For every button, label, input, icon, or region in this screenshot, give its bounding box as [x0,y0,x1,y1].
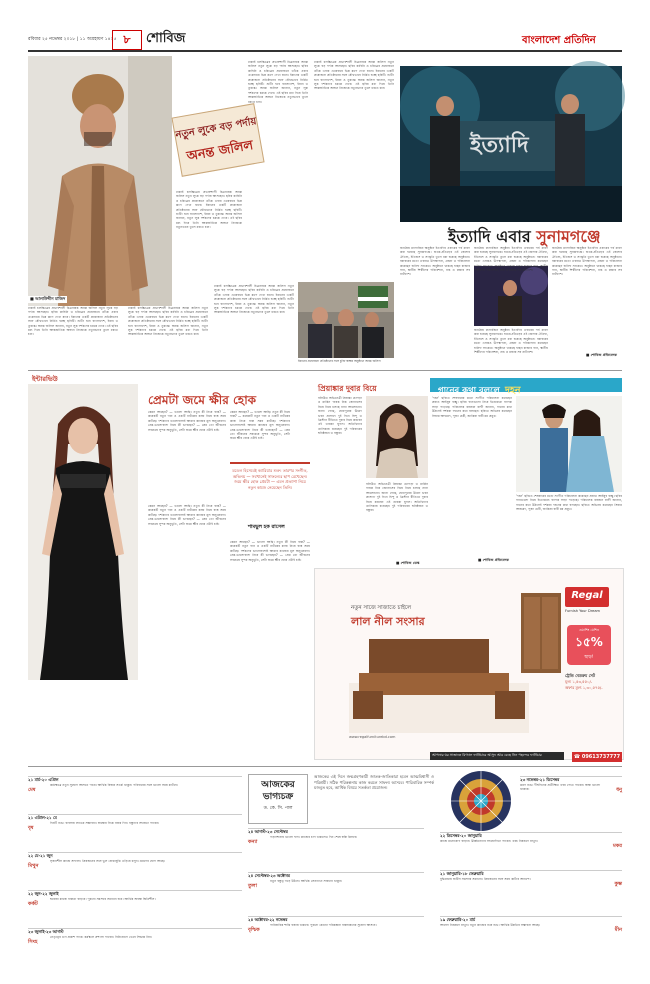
sign-name: মেষ [28,787,36,793]
interview-headline: প্রেমটা জমে ক্ষীর হোক [148,393,257,407]
couple-illustration [516,396,622,492]
ananta-body-col1: ঢাকাই চলচ্চিত্রের প্রভাবশালী চিত্রনায়ক অনন্ত জলিল নতুন লুকে বড় পর্দায় আসছেন। ছবির কাহিনি ও চরিত্রের প্রয়োজনে তাঁকে এবার একেবারে ভিন্ন রূপে দেখা যাবে। ইরানের একটি প্রযোজনা প্রতিষ্ঠানের সঙ্গে যৌথভাবে নির্মিত হচ্ছে ছবিটি। শুটিং হবে বাংলাদেশ, ইরান ও তুরস্কে। অনন্ত জলিল জানান, নতুন লুক দর্শকদের চমকে দেবে। এই ছবির মধ্য দিয়ে তিনি আন্তর্জাতিক অঙ্গনে নিজেকে নতুনভাবে তুলে ধরতে চান। [28,306,118,337]
sign-date: ২১ মার্চ-২০ এপ্রিল [28,777,59,782]
regal-hotline [572,752,622,762]
dohon-body-col2: ‘দহন’ ছবিতে শেষবারের মতো সংগীত পরিচালনা করেছেন প্রয়াত আইয়ুব বাচ্চু। ছবির গানগুলো নিয়ে ইতোমধ্যে ব্যাপক সাড়া পড়েছে। পরিচালক রায়হান রাফী জানান, গানের কথা উঠলেই দর্শকরা দহনের কথা বলছেন। ছবিতে অভিনয় করেছেন সিয়াম আহমেদ, পূজা চেরী, জাকিয়া বারী মম প্রমুখ। [516,494,622,512]
regal-discount-suffix: ছাড়! [584,655,594,660]
sign-text: নেতৃত্বের গুণ প্রকাশ পাবে। কর্মস্থলে প্রশংসা পাবেন। বিনিয়োগে ভেবে সিদ্ধান্ত নিন। [50,935,153,939]
priyanka-headline: প্রিয়াঙ্কার দুবার বিয়ে [318,384,377,393]
sign-text: সৃজনশীল কাজে সাফল্য। প্রিয়জনের সঙ্গে ভুল বোঝাবুঝি এড়িয়ে চলুন। ভ্রমণের যোগ আছে। [50,859,166,863]
header-date: রবিবার ২৫ নভেম্বর ২০১৮ | ১১ অগ্রহায়ণ ১৪২৫ [28,37,117,42]
sign-name: কুম্ভ [614,881,622,887]
sign-block-taurus [28,814,242,851]
ananta-figure-illustration [28,56,172,306]
regal-ad [314,568,624,760]
sign-text: দিনটি শুভ। ব্যবসায় লাভের সম্ভাবনা। স্বাস্থ্যের দিকে নজর দিন। বন্ধুদের সহায়তা পাবেন। [50,821,160,825]
interview-tag: ইন্টারভিউ [32,375,58,383]
regal-brand: Regal [571,590,603,601]
priyanka-illustration [366,396,428,478]
sign-date: ২১ জানুয়ারি-১৮ ফেব্রুয়ারি [440,871,484,876]
interview-body-col2: কেমন আছেন? — ভালো আছি। নতুন কী নিয়ে ব্যস্ত? — কয়েকটি নতুন গান ও একটি নাটকের কাজ নিয়ে ব্যস্ত সময় কাটছে। দর্শকদের ভালোবাসাই আমার কাজের মূল অনুপ্রেরণা। প্রেম-ভালোবাসা নিয়ে কী ভাবছেন? — প্রেম তো জীবনের সবচেয়ে সুন্দর অনুভূতি, সেটা জমে ক্ষীর হোক এটাই চাই। [230,410,290,441]
sign-text: বুদ্ধিমত্তায় জটিল সমস্যার সমাধান। প্রিয়জনের সঙ্গে সময় কাটবে আনন্দে। [440,877,531,881]
sign-text: আবেগ নিয়ন্ত্রণে রাখুন। নতুন কাজের শুরু শুভ। আর্থিক উন্নতির সম্ভাবনা আছে। [440,923,541,927]
horoscope-author: ড. কে. সি. পাল [263,806,293,811]
regal-logo-box [565,587,609,607]
sign-date: ২৩ জুলাই-২৩ আগস্ট [28,929,64,934]
regal-banner-line2: লাল নীল সংসার [351,615,425,628]
sign-block-cancer [28,890,242,927]
sign-block-aquarius [440,870,622,915]
ananta-headline-line2: অনন্ত জলিল [185,138,255,165]
sign-date: ২২ ডিসেম্বর-২০ জানুয়ারি [440,833,482,838]
regal-website[interactable]: www.regalfurniturebd.com [349,735,396,739]
interview-body-col3: কেমন আছেন? — ভালো আছি। নতুন কী নিয়ে ব্যস্ত? — কয়েকটি নতুন গান ও একটি নাটকের কাজ নিয়ে ব্যস্ত সময় কাটছে। দর্শকদের ভালোবাসাই আমার কাজের মূল অনুপ্রেরণা। প্রেম-ভালোবাসা নিয়ে কী ভাবছেন? — প্রেম তো জীবনের সবচেয়ে সুন্দর অনুভূতি, সেটা জমে ক্ষীর হোক এটাই চাই। [148,504,226,526]
sign-text: কাজে মনোযোগ বাড়ান। ঊর্ধ্বতনদের সহযোগিতা পাবেন। খরচ নিয়ন্ত্রণে রাখুন। [440,839,538,843]
sign-block-aries [28,776,242,813]
ananta-headline-line1: নতুন লুকে বড় পর্দায় [174,116,258,142]
ityadi-body-col1: জনপ্রিয় ম্যাগাজিন অনুষ্ঠান ইত্যাদির এবারের পর্ব ধারণ করা হয়েছে সুনামগঞ্জে। হাওর-বাঁওড়ের এই জেলার ঐতিহ্য, ইতিহাস ও সংস্কৃতি তুলে ধরা হয়েছে অনুষ্ঠানে। বরাবরের মতো এবারও উপস্থাপনা, গ্রন্থনা ও পরিচালনা করেছেন হানিফ সংকেত। অনুষ্ঠানে থাকছে হাছন রাজার গান, স্থানীয় শিল্পীদের পরিবেশনা, নাচ ও মজার সব নাট্যাংশ। [400,246,470,277]
zodiac-wheel-icon [450,770,512,832]
sign-name: মীন [614,927,622,933]
section-title: শোবিজ [146,31,186,46]
sign-date: ২৪ সেপ্টেম্বর-২৩ অক্টোবর [248,873,290,878]
horoscope-top-divider [28,766,622,767]
ityadi-body-col4: জনপ্রিয় ম্যাগাজিন অনুষ্ঠান ইত্যাদির এবারের পর্ব ধারণ করা হয়েছে সুনামগঞ্জে। হাওর-বাঁওড়ের এই জেলার ঐতিহ্য, ইতিহাস ও সংস্কৃতি তুলে ধরা হয়েছে অনুষ্ঠানে। বরাবরের মতো এবারও উপস্থাপনা, গ্রন্থনা ও পরিচালনা করেছেন হানিফ সংকেত। অনুষ্ঠানে থাকছে হাছন রাজার গান, স্থানীয় শিল্পীদের পরিবেশনা, নাচ ও মজার সব নাট্যাংশ। [552,246,622,277]
interview-photo [28,384,138,680]
interview-quote: মডেল হিসেবেই ক্যারিয়ার শুরু। তারপর সংগীত, অভিনয় — সবখানেই সাফল্যের ছাপ রেখেছেন। জমে ক্ষীর হোক প্রেমটা — এমন প্রত্যাশা নিয়ে নতুন কাজে নেমেছেন তিনি। [232,468,308,490]
newspaper-logo: বাংলাদেশ প্রতিদিন [522,35,596,46]
dohon-headline-part1: গানের কথা বললে [438,386,500,396]
horoscope-title-box [248,774,308,824]
ityadi-singer-photo [474,266,548,326]
sign-date: ২৪ আগস্ট-২৩ সেপ্টেম্বর [248,829,288,834]
ityadi-stage-banner: ইত্যাদি [470,133,529,158]
sign-name: কন্যা [248,839,258,845]
sign-name: মকর [612,843,622,849]
sign-name: ধনু [616,787,622,793]
priyanka-body-col1: বলিউড অভিনেত্রী প্রিয়াঙ্কা চোপড়া ও মার্কিন গায়ক নিক জোনাসের বিয়ে নিয়ে চলছে নানা আলোচনা। জানা গেছে, যোধপুরের উমেদ ভবন প্রাসাদে দুই দিনে হিন্দু ও খ্রিস্টান রীতিতে দুবার বিয়ে করবেন এই তারকা যুগল। অতিথিদের তালিকায় রয়েছেন দুই পরিবারের ঘনিষ্ঠজন ও বন্ধুরা। [318,396,362,436]
sign-block-capricorn [440,832,622,867]
sign-text: নতুন বন্ধুত্ব গড়ে উঠবে। আর্থিক লেনদেনে সাবধান থাকুন। [270,879,343,883]
sign-name: সিংহ [28,939,38,945]
bed-illustration [349,633,529,733]
ananta-meeting-photo [298,282,394,358]
dohon-headline-box [430,378,622,396]
sign-date: ২২ জুন-২২ জুলাই [28,891,59,896]
regal-tagline: Furnish Your Dream [565,609,601,613]
sign-name: কর্কট [28,901,38,907]
sign-date: ২৩ নভেম্বর-২১ ডিসেম্বর [520,777,560,782]
interview-reporter: শামছুল হক রাসেল [248,524,285,530]
sign-block-gemini [28,852,242,889]
dohon-body-col1: ‘দহন’ ছবিতে শেষবারের মতো সংগীত পরিচালনা করেছেন প্রয়াত আইয়ুব বাচ্চু। ছবির গানগুলো নিয়ে ইতোমধ্যে ব্যাপক সাড়া পড়েছে। পরিচালক রায়হান রাফী জানান, গানের কথা উঠলেই দর্শকরা দহনের কথা বলছেন। ছবিতে অভিনয় করেছেন সিয়াম আহমেদ, পূজা চেরী, জাকিয়া বারী মম প্রমুখ। [432,396,512,418]
ananta-byline: ■ আলাউদ্দীন মাজিদ [30,296,66,301]
ityadi-body-col3: জনপ্রিয় ম্যাগাজিন অনুষ্ঠান ইত্যাদির এবারের পর্ব ধারণ করা হয়েছে সুনামগঞ্জে। হাওর-বাঁওড়ের এই জেলার ঐতিহ্য, ইতিহাস ও সংস্কৃতি তুলে ধরা হয়েছে অনুষ্ঠানে। বরাবরের মতো এবারও উপস্থাপনা, গ্রন্থনা ও পরিচালনা করেছেন হানিফ সংকেত। অনুষ্ঠানে থাকছে হাছন রাজার গান, স্থানীয় শিল্পীদের পরিবেশনা, নাচ ও মজার সব নাট্যাংশ। [474,328,548,355]
sign-text: কর্মক্ষেত্রে নতুন সুযোগ আসতে পারে। আর্থিক বিষয়ে সতর্ক থাকুন। পরিবারের সঙ্গে ভালো সময় কাটবে। [50,783,178,787]
sign-block-pisces [440,916,622,965]
ityadi-byline: ■ শোবিজ প্রতিবেদক [586,353,618,357]
interview-body-col1: কেমন আছেন? — ভালো আছি। নতুন কী নিয়ে ব্যস্ত? — কয়েকটি নতুন গান ও একটি নাটকের কাজ নিয়ে ব্যস্ত সময় কাটছে। দর্শকদের ভালোবাসাই আমার কাজের মূল অনুপ্রেরণা। প্রেম-ভালোবাসা নিয়ে কী ভাবছেন? — প্রেম তো জীবনের সবচেয়ে সুন্দর অনুভূতি, সেটা জমে ক্ষীর হোক এটাই চাই। [148,410,226,432]
sign-block-sagittarius [520,776,622,811]
sign-name: বৃশ্চিক [248,927,260,933]
ananta-photo-caption: ইরানের প্রযোজনা প্রতিষ্ঠানের সঙ্গে চুক্তি স্বাক্ষর অনুষ্ঠানে অনন্ত জলিল [298,359,381,363]
meeting-illustration [298,282,394,358]
ananta-body-col3: ঢাকাই চলচ্চিত্রের প্রভাবশালী চিত্রনায়ক অনন্ত জলিল নতুন লুকে বড় পর্দায় আসছেন। ছবির কাহিনি ও চরিত্রের প্রয়োজনে তাঁকে এবার একেবারে ভিন্ন রূপে দেখা যাবে। ইরানের একটি প্রযোজনা প্রতিষ্ঠানের সঙ্গে যৌথভাবে নির্মিত হচ্ছে ছবিটি। শুটিং হবে বাংলাদেশ, ইরান ও তুরস্কে। অনন্ত জলিল জানান, নতুন লুক দর্শকদের চমকে দেবে। এই ছবির মধ্য দিয়ে তিনি আন্তর্জাতিক অঙ্গনে নিজেকে নতুনভাবে তুলে ধরতে চান। [314,60,394,91]
model-illustration [28,384,138,680]
regal-price-new: অফার মূল্য ১,৩০,৫৭৫/- [565,685,603,690]
sign-text: পড়াশোনায় ভালো ফল। কাজের চাপ থাকলেও দিন শেষে স্বস্তি মিলবে। [270,835,358,839]
dohon-couple-photo [516,396,622,492]
ananta-body-col5: ঢাকাই চলচ্চিত্রের প্রভাবশালী চিত্রনায়ক অনন্ত জলিল নতুন লুকে বড় পর্দায় আসছেন। ছবির কাহিনি ও চরিত্রের প্রয়োজনে তাঁকে এবার একেবারে ভিন্ন রূপে দেখা যাবে। ইরানের একটি প্রযোজনা প্রতিষ্ঠানের সঙ্গে যৌথভাবে নির্মিত হচ্ছে ছবিটি। শুটিং হবে বাংলাদেশ, ইরান ও তুরস্কে। অনন্ত জলিল জানান, নতুন লুক দর্শকদের চমকে দেবে। এই ছবির মধ্য দিয়ে তিনি আন্তর্জাতিক অঙ্গনে নিজেকে নতুনভাবে তুলে ধরতে চান। [214,284,294,315]
sign-block-libra [248,872,424,915]
sign-name: বৃষ [28,825,34,831]
sign-text: ভ্রমণ শুভ। দীর্ঘদিনের প্রতীক্ষিত খবর পেতে পারেন। স্বাস্থ্য ভালো থাকবে। [520,783,600,792]
regal-price-old: মূল্য ১,৫৩,৫৫০/- [565,679,593,684]
priyanka-body-col2: বলিউড অভিনেত্রী প্রিয়াঙ্কা চোপড়া ও মার্কিন গায়ক নিক জোনাসের বিয়ে নিয়ে চলছে নানা আলোচনা। জানা গেছে, যোধপুরের উমেদ ভবন প্রাসাদে দুই দিনে হিন্দু ও খ্রিস্টান রীতিতে দুবার বিয়ে করবেন এই তারকা যুগল। অতিথিদের তালিকায় রয়েছেন দুই পরিবারের ঘনিষ্ঠজন ও বন্ধুরা। [366,482,428,513]
regal-discount-label: ওয়াশিং মেশিন [579,628,599,632]
ityadi-headline-part2: সুনামগঞ্জে [536,227,601,246]
page-number-box [112,30,142,50]
sign-text: পারিবারিক শান্তি বজায় থাকবে। পুরনো কোনো পরিকল্পনা বাস্তবায়নের সুযোগ আসবে। [270,923,377,927]
header-divider [28,50,622,52]
mid-divider [28,370,622,371]
sign-block-virgo [248,828,424,871]
dohon-headline-part2: দহন [504,385,521,396]
sign-date: ২৪ অক্টোবর-২২ নভেম্বর [248,917,288,922]
ananta-body-col6: ঢাকাই চলচ্চিত্রের প্রভাবশালী চিত্রনায়ক অনন্ত জলিল নতুন লুকে বড় পর্দায় আসছেন। ছবির কাহিনি ও চরিত্রের প্রয়োজনে তাঁকে এবার একেবারে ভিন্ন রূপে দেখা যাবে। ইরানের একটি প্রযোজনা প্রতিষ্ঠানের সঙ্গে যৌথভাবে নির্মিত হচ্ছে ছবিটি। শুটিং হবে বাংলাদেশ, ইরান ও তুরস্কে। অনন্ত জলিল জানান, নতুন লুক দর্শকদের চমকে দেবে। এই ছবির মধ্য দিয়ে তিনি আন্তর্জাতিক অঙ্গনে নিজেকে নতুনভাবে তুলে ধরতে চান। [128,306,208,337]
horoscope-title: আজকের ভাগ্যচক্র [261,780,295,802]
ananta-body-col2: ঢাকাই চলচ্চিত্রের প্রভাবশালী চিত্রনায়ক অনন্ত জলিল নতুন লুকে বড় পর্দায় আসছেন। ছবির কাহিনি ও চরিত্রের প্রয়োজনে তাঁকে এবার একেবারে ভিন্ন রূপে দেখা যাবে। ইরানের একটি প্রযোজনা প্রতিষ্ঠানের সঙ্গে যৌথভাবে নির্মিত হচ্ছে ছবিটি। শুটিং হবে বাংলাদেশ, ইরান ও তুরস্কে। অনন্ত জলিল জানান, নতুন লুক দর্শকদের চমকে দেবে। এই ছবির মধ্য দিয়ে তিনি আন্তর্জাতিক অঙ্গনে নিজেকে নতুনভাবে তুলে ধরতে চান। [248,60,308,104]
regal-hotline-number[interactable]: 09613737777 [581,754,621,760]
regal-discount: ১৫% [575,635,603,649]
sign-text: ঘরোয়া কাজে ব্যস্ততা বাড়বে। পুরনো সমস্যার সমাধান হবে। আর্থিক অবস্থা স্থিতিশীল। [50,897,156,901]
sign-date: ২১ এপ্রিল-২১ মে [28,815,57,820]
horoscope-intro: আজকের এই দিনে জন্মগ্রহণকারী জাতক-জাতিকারা হবেন আত্মবিশ্বাসী ও পরিশ্রমী। সঠিক পরিকল্পনায় কাজ করলে সাফল্য আসবে। পারিবারিক সম্পর্ক মজবুত হবে, আর্থিক বিষয়ে সতর্কতা প্রয়োজন। [314,774,434,791]
interview-body-col4: কেমন আছেন? — ভালো আছি। নতুন কী নিয়ে ব্যস্ত? — কয়েকটি নতুন গান ও একটি নাটকের কাজ নিয়ে ব্যস্ত সময় কাটছে। দর্শকদের ভালোবাসাই আমার কাজের মূল অনুপ্রেরণা। প্রেম-ভালোবাসা নিয়ে কী ভাবছেন? — প্রেম তো জীবনের সবচেয়ে সুন্দর অনুভূতি, সেটা জমে ক্ষীর হোক এটাই চাই। [230,540,310,562]
sign-block-leo [28,928,242,965]
sign-block-scorpio [248,916,424,965]
ityadi-stage-photo [400,66,622,222]
ananta-body-col4: ঢাকাই চলচ্চিত্রের প্রভাবশালী চিত্রনায়ক অনন্ত জলিল নতুন লুকে বড় পর্দায় আসছেন। ছবির কাহিনি ও চরিত্রের প্রয়োজনে তাঁকে এবার একেবারে ভিন্ন রূপে দেখা যাবে। ইরানের একটি প্রযোজনা প্রতিষ্ঠানের সঙ্গে যৌথভাবে নির্মিত হচ্ছে ছবিটি। শুটিং হবে বাংলাদেশ, ইরান ও তুরস্কে। অনন্ত জলিল জানান, নতুন লুক দর্শকদের চমকে দেবে। এই ছবির মধ্য দিয়ে তিনি আন্তর্জাতিক অঙ্গনে নিজেকে নতুনভাবে তুলে ধরতে চান। [176,190,242,230]
regal-banner-line1: নতুন সাজে সাজাতে চাইলে [351,605,412,611]
regal-footer-note: আপনার ঘর সাজাতে রিগ্যাল ফার্নিচারে আসুন আর বেছে নিন পছন্দের ফার্নিচার [430,752,564,760]
page-number: ৮ [123,33,131,46]
ityadi-body-col2: জনপ্রিয় ম্যাগাজিন অনুষ্ঠান ইত্যাদির এবারের পর্ব ধারণ করা হয়েছে সুনামগঞ্জে। হাওর-বাঁওড়ের এই জেলার ঐতিহ্য, ইতিহাস ও সংস্কৃতি তুলে ধরা হয়েছে অনুষ্ঠানে। বরাবরের মতো এবারও উপস্থাপনা, গ্রন্থনা ও পরিচালনা করেছেন হানিফ সংকেত। অনুষ্ঠানে থাকছে হাছন রাজার গান, স্থানীয় শিল্পীদের পরিবেশনা, নাচ ও মজার সব নাট্যাংশ। [474,246,548,273]
singer-illustration [474,266,548,326]
sign-date: ১৯ ফেব্রুয়ারি-২০ মার্চ [440,917,476,922]
ityadi-headline-part1: ইত্যাদি এবার [448,227,531,246]
ananta-jalil-photo [28,56,172,306]
priyanka-photo [366,396,428,478]
sign-name: মিথুন [28,863,39,869]
dohon-byline: ■ শোবিজ প্রতিবেদক [478,558,510,562]
priyanka-byline: ■ শোবিজ ডেস্ক [396,561,420,565]
phone-icon: ☎ [573,754,581,760]
regal-offer-title: ট্রেন্ডি বেডরুম সেট [565,673,596,678]
sign-name: তুলা [248,883,257,889]
zodiac-wheel [450,770,512,832]
regal-discount-badge [567,625,611,665]
sign-date: ২২ মে-২১ জুন [28,853,53,858]
